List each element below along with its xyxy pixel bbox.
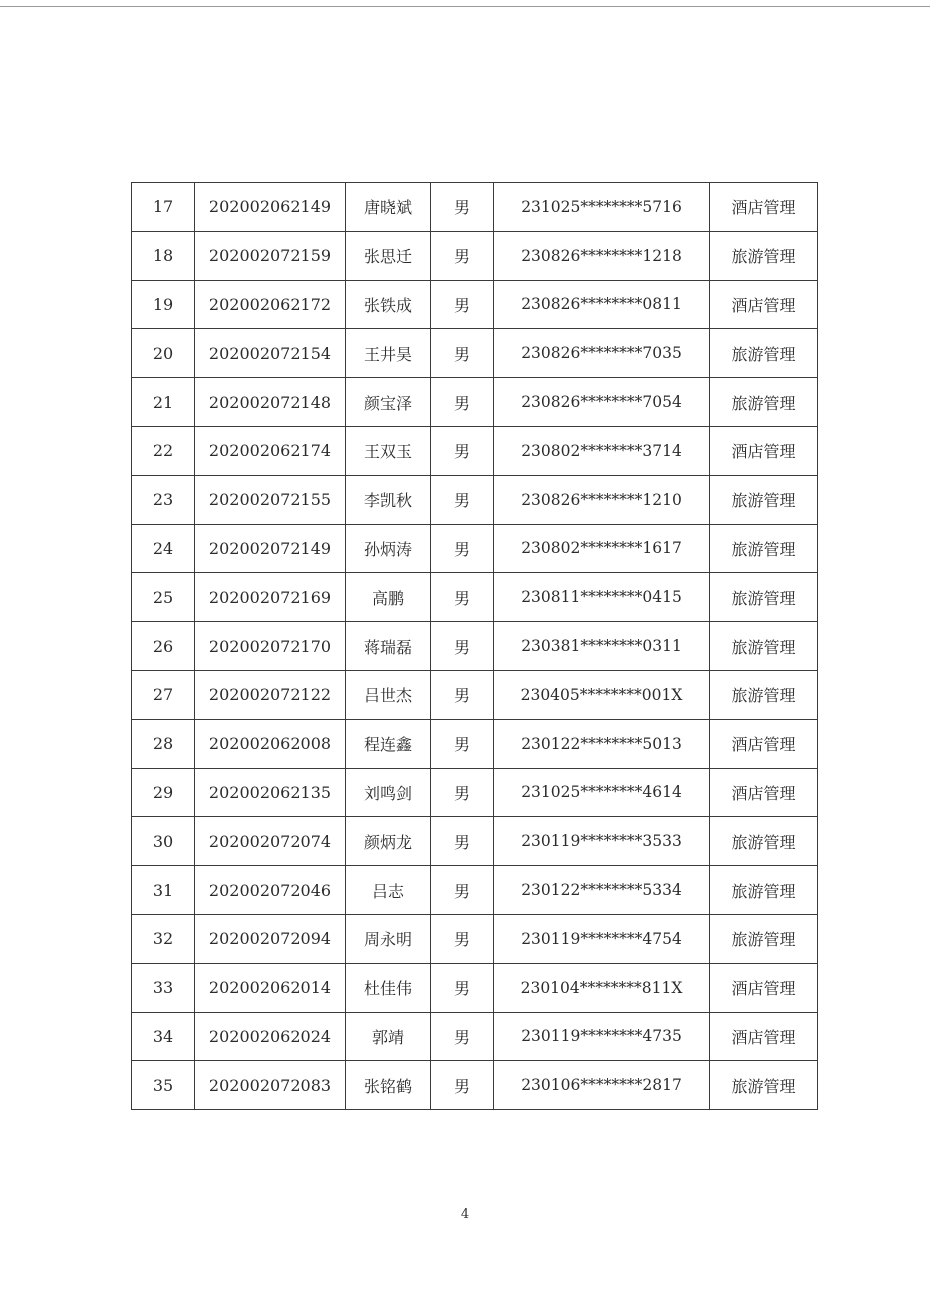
gender-cell: 男 [431, 768, 494, 817]
major-cell: 酒店管理 [710, 183, 818, 232]
row-number-cell: 17 [132, 183, 195, 232]
student-roster-table [131, 182, 818, 1110]
id-number-cell: 230826********0811 [494, 280, 710, 329]
gender-cell: 男 [431, 378, 494, 427]
student-name-cell: 蒋瑞磊 [346, 622, 431, 671]
row-number-cell: 21 [132, 378, 195, 427]
id-number-cell: 230826********1218 [494, 231, 710, 280]
roster-body [132, 183, 818, 1110]
table-row [132, 378, 818, 427]
student-id-cell: 202002062014 [195, 963, 346, 1012]
table-row [132, 329, 818, 378]
student-id-cell: 202002062149 [195, 183, 346, 232]
page-number: 4 [460, 1207, 470, 1222]
row-number-cell: 32 [132, 914, 195, 963]
id-number-cell: 230122********5334 [494, 866, 710, 915]
student-name-cell: 吕志 [346, 866, 431, 915]
student-id-cell: 202002072169 [195, 573, 346, 622]
gender-cell: 男 [431, 622, 494, 671]
row-number-cell: 23 [132, 475, 195, 524]
row-number-cell: 22 [132, 426, 195, 475]
table-row [132, 670, 818, 719]
row-number-cell: 30 [132, 817, 195, 866]
major-cell: 旅游管理 [710, 817, 818, 866]
id-number-cell: 230826********7054 [494, 378, 710, 427]
id-number-cell: 230405********001X [494, 670, 710, 719]
student-id-cell: 202002062008 [195, 719, 346, 768]
table-row [132, 475, 818, 524]
major-cell: 酒店管理 [710, 963, 818, 1012]
row-number-cell: 20 [132, 329, 195, 378]
student-name-cell: 王井昊 [346, 329, 431, 378]
table-row [132, 719, 818, 768]
student-id-cell: 202002072149 [195, 524, 346, 573]
student-id-cell: 202002072148 [195, 378, 346, 427]
id-number-cell: 230826********7035 [494, 329, 710, 378]
table-row [132, 1061, 818, 1110]
gender-cell: 男 [431, 329, 494, 378]
scan-edge-line [0, 6, 930, 7]
student-name-cell: 颜炳龙 [346, 817, 431, 866]
major-cell: 旅游管理 [710, 524, 818, 573]
student-id-cell: 202002062135 [195, 768, 346, 817]
student-id-cell: 202002072094 [195, 914, 346, 963]
row-number-cell: 18 [132, 231, 195, 280]
gender-cell: 男 [431, 475, 494, 524]
row-number-cell: 19 [132, 280, 195, 329]
student-id-cell: 202002072170 [195, 622, 346, 671]
row-number-cell: 31 [132, 866, 195, 915]
student-name-cell: 张思迁 [346, 231, 431, 280]
row-number-cell: 26 [132, 622, 195, 671]
gender-cell: 男 [431, 817, 494, 866]
student-name-cell: 孙炳涛 [346, 524, 431, 573]
student-id-cell: 202002072122 [195, 670, 346, 719]
id-number-cell: 230826********1210 [494, 475, 710, 524]
student-name-cell: 程连鑫 [346, 719, 431, 768]
table-row [132, 768, 818, 817]
student-name-cell: 吕世杰 [346, 670, 431, 719]
student-name-cell: 周永明 [346, 914, 431, 963]
id-number-cell: 231025********4614 [494, 768, 710, 817]
row-number-cell: 27 [132, 670, 195, 719]
major-cell: 酒店管理 [710, 426, 818, 475]
major-cell: 旅游管理 [710, 475, 818, 524]
table-row [132, 866, 818, 915]
gender-cell: 男 [431, 524, 494, 573]
id-number-cell: 230104********811X [494, 963, 710, 1012]
id-number-cell: 230119********4735 [494, 1012, 710, 1061]
gender-cell: 男 [431, 670, 494, 719]
student-name-cell: 唐晓斌 [346, 183, 431, 232]
row-number-cell: 33 [132, 963, 195, 1012]
id-number-cell: 230106********2817 [494, 1061, 710, 1110]
row-number-cell: 28 [132, 719, 195, 768]
table-row [132, 573, 818, 622]
student-name-cell: 高鹏 [346, 573, 431, 622]
student-name-cell: 王双玉 [346, 426, 431, 475]
major-cell: 旅游管理 [710, 1061, 818, 1110]
row-number-cell: 24 [132, 524, 195, 573]
student-name-cell: 颜宝泽 [346, 378, 431, 427]
student-id-cell: 202002072046 [195, 866, 346, 915]
gender-cell: 男 [431, 183, 494, 232]
major-cell: 酒店管理 [710, 768, 818, 817]
student-id-cell: 202002072083 [195, 1061, 346, 1110]
student-id-cell: 202002072154 [195, 329, 346, 378]
id-number-cell: 230119********3533 [494, 817, 710, 866]
major-cell: 旅游管理 [710, 622, 818, 671]
id-number-cell: 230802********1617 [494, 524, 710, 573]
student-id-cell: 202002072155 [195, 475, 346, 524]
gender-cell: 男 [431, 573, 494, 622]
table-row [132, 183, 818, 232]
id-number-cell: 230381********0311 [494, 622, 710, 671]
student-name-cell: 郭靖 [346, 1012, 431, 1061]
student-name-cell: 张铭鹤 [346, 1061, 431, 1110]
student-name-cell: 杜佳伟 [346, 963, 431, 1012]
table-row [132, 524, 818, 573]
major-cell: 旅游管理 [710, 670, 818, 719]
major-cell: 旅游管理 [710, 914, 818, 963]
student-name-cell: 李凯秋 [346, 475, 431, 524]
major-cell: 酒店管理 [710, 280, 818, 329]
gender-cell: 男 [431, 866, 494, 915]
gender-cell: 男 [431, 719, 494, 768]
major-cell: 旅游管理 [710, 573, 818, 622]
table-row [132, 1012, 818, 1061]
gender-cell: 男 [431, 231, 494, 280]
table-row [132, 914, 818, 963]
gender-cell: 男 [431, 963, 494, 1012]
table-row [132, 231, 818, 280]
major-cell: 旅游管理 [710, 329, 818, 378]
gender-cell: 男 [431, 280, 494, 329]
table-row [132, 963, 818, 1012]
row-number-cell: 34 [132, 1012, 195, 1061]
student-id-cell: 202002072074 [195, 817, 346, 866]
id-number-cell: 230122********5013 [494, 719, 710, 768]
id-number-cell: 231025********5716 [494, 183, 710, 232]
student-id-cell: 202002062174 [195, 426, 346, 475]
gender-cell: 男 [431, 1061, 494, 1110]
id-number-cell: 230802********3714 [494, 426, 710, 475]
table-row [132, 817, 818, 866]
student-id-cell: 202002072159 [195, 231, 346, 280]
row-number-cell: 35 [132, 1061, 195, 1110]
student-id-cell: 202002062172 [195, 280, 346, 329]
table-row [132, 426, 818, 475]
major-cell: 旅游管理 [710, 866, 818, 915]
row-number-cell: 25 [132, 573, 195, 622]
row-number-cell: 29 [132, 768, 195, 817]
id-number-cell: 230119********4754 [494, 914, 710, 963]
major-cell: 酒店管理 [710, 719, 818, 768]
id-number-cell: 230811********0415 [494, 573, 710, 622]
gender-cell: 男 [431, 1012, 494, 1061]
major-cell: 旅游管理 [710, 231, 818, 280]
student-id-cell: 202002062024 [195, 1012, 346, 1061]
gender-cell: 男 [431, 914, 494, 963]
major-cell: 旅游管理 [710, 378, 818, 427]
table-row [132, 622, 818, 671]
student-name-cell: 刘鸣剑 [346, 768, 431, 817]
student-name-cell: 张铁成 [346, 280, 431, 329]
gender-cell: 男 [431, 426, 494, 475]
table-row [132, 280, 818, 329]
major-cell: 酒店管理 [710, 1012, 818, 1061]
